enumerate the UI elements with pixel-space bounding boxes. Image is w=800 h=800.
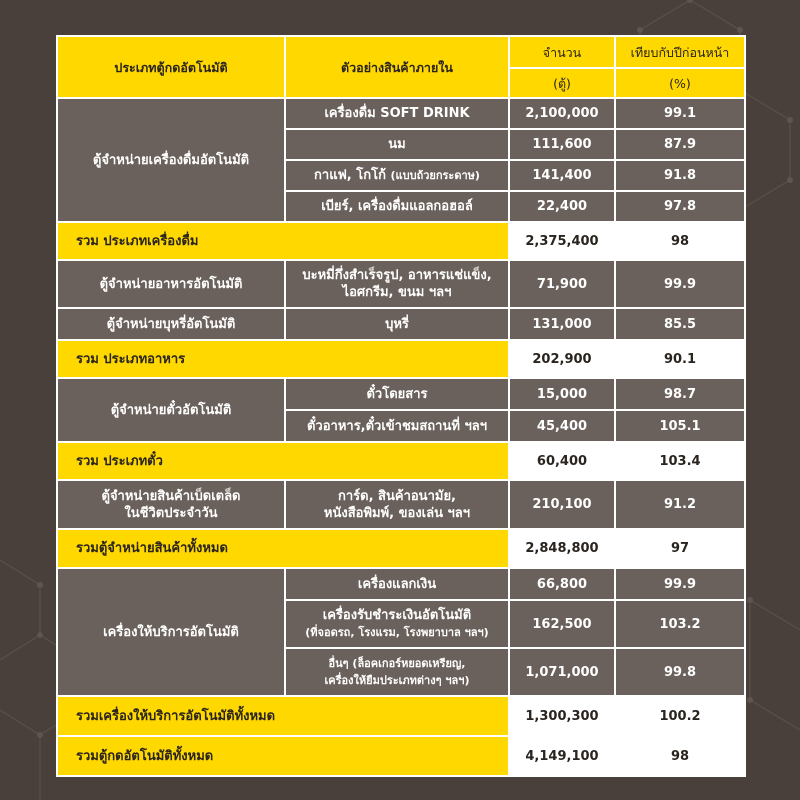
total-count: 1,300,300 [510,697,614,735]
product-cell: เครื่องแลกเงิน [286,569,508,599]
product-line: การ์ด, สินค้าอนามัย, [338,488,456,504]
header-count: จำนวน [510,37,614,67]
total-row [58,443,744,479]
pct-cell: 105.1 [616,411,744,441]
table-row [58,99,744,128]
category-ticket: ตู้จำหน่ายตั๋วอัตโนมัติ [58,379,284,441]
count-cell: 141,400 [510,161,614,190]
pct-cell: 99.9 [616,261,744,307]
count-cell: 45,400 [510,411,614,441]
total-pct: 90.1 [616,341,744,377]
total-label: รวมตู้จำหน่ายสินค้าทั้งหมด [58,530,508,567]
count-cell: 210,100 [510,481,614,528]
vending-machine-table [56,35,746,777]
product-line: อื่นๆ (ล็อคเกอร์หยอดเหรียญ, [328,657,466,670]
total-count: 202,900 [510,341,614,377]
product-cell: เครื่องดื่ม SOFT DRINK [286,99,508,128]
product-cell: นม [286,130,508,159]
pct-cell: 99.1 [616,99,744,128]
product-cell [286,601,508,647]
table-row [58,261,744,307]
category-beverage: ตู้จำหน่ายเครื่องดื่มอัตโนมัติ [58,99,284,221]
pct-cell: 91.2 [616,481,744,528]
total-row [58,697,744,735]
product-cell [286,161,508,190]
total-count: 60,400 [510,443,614,479]
pct-cell: 103.2 [616,601,744,647]
category-line: ตู้จำหน่ายสินค้าเบ็ดเตล็ด [101,488,241,504]
pct-cell: 98.7 [616,379,744,409]
count-cell: 131,000 [510,309,614,339]
product-line: เครื่องให้ยืมประเภทต่างๆ ฯลฯ) [324,674,470,687]
product-line: เครื่องรับชำระเงินอัตโนมัติ [322,608,472,623]
pct-cell: 99.9 [616,569,744,599]
product-cell: เบียร์, เครื่องดื่มแอลกอฮอล์ [286,192,508,221]
product-cell [286,261,508,307]
product-line: (ที่จอดรถ, โรงแรม, โรงพยาบาล ฯลฯ) [305,626,489,639]
table-row [58,481,744,528]
grand-total-count: 4,149,100 [510,737,614,775]
total-label: รวมเครื่องให้บริการอัตโนมัติทั้งหมด [58,697,508,735]
header-compare-unit: (%) [616,69,744,97]
product-cell: บุหรี่ [286,309,508,339]
category-cigarette: ตู้จำหน่ายบุหรี่อัตโนมัติ [58,309,284,339]
grand-total-row [58,737,744,775]
pct-cell: 99.8 [616,649,744,695]
total-label: รวม ประเภทตั๋ว [58,443,508,479]
product-cell [286,481,508,528]
pct-cell: 87.9 [616,130,744,159]
product-line: บะหมี่กึ่งสำเร็จรูป, อาหารแช่แข็ง, [302,268,492,283]
total-count: 2,848,800 [510,530,614,567]
product-note: (แบบถ้วยกระดาษ) [390,169,480,182]
product-text: กาแฟ, โกโก้ [314,168,386,183]
count-cell: 66,800 [510,569,614,599]
count-cell: 162,500 [510,601,614,647]
grand-total-label: รวมตู้กดอัตโนมัติทั้งหมด [58,737,508,775]
category-service: เครื่องให้บริการอัตโนมัติ [58,569,284,695]
pct-cell: 97.8 [616,192,744,221]
total-row [58,530,744,567]
category-food: ตู้จำหน่ายอาหารอัตโนมัติ [58,261,284,307]
total-label: รวม ประเภทเครื่องดื่ม [58,223,508,259]
product-line: ไอศกรีม, ขนม ฯลฯ [342,285,452,300]
count-cell: 2,100,000 [510,99,614,128]
table-row [58,379,744,409]
total-pct: 98 [616,223,744,259]
header-compare: เทียบกับปีก่อนหน้า [616,37,744,67]
header-products: ตัวอย่างสินค้าภายใน [286,37,508,97]
pct-cell: 91.8 [616,161,744,190]
count-cell: 71,900 [510,261,614,307]
table-row [58,309,744,339]
product-cell [286,649,508,695]
count-cell: 1,071,000 [510,649,614,695]
header-count-unit: (ตู้) [510,69,614,97]
total-pct: 100.2 [616,697,744,735]
count-cell: 22,400 [510,192,614,221]
category-daily [58,481,284,528]
pct-cell: 85.5 [616,309,744,339]
count-cell: 15,000 [510,379,614,409]
table-row [58,569,744,599]
header-type: ประเภทตู้กดอัตโนมัติ [58,37,284,97]
total-row [58,341,744,377]
total-pct: 103.4 [616,443,744,479]
product-cell: ตั๋วอาหาร,ตั๋วเข้าชมสถานที่ ฯลฯ [286,411,508,441]
category-line: ในชีวิตประจำวัน [124,505,218,521]
total-row [58,223,744,259]
product-line: หนังสือพิมพ์, ของเล่น ฯลฯ [323,505,471,521]
total-label: รวม ประเภทอาหาร [58,341,508,377]
grand-total-pct: 98 [616,737,744,775]
count-cell: 111,600 [510,130,614,159]
product-cell: ตั๋วโดยสาร [286,379,508,409]
total-pct: 97 [616,530,744,567]
total-count: 2,375,400 [510,223,614,259]
